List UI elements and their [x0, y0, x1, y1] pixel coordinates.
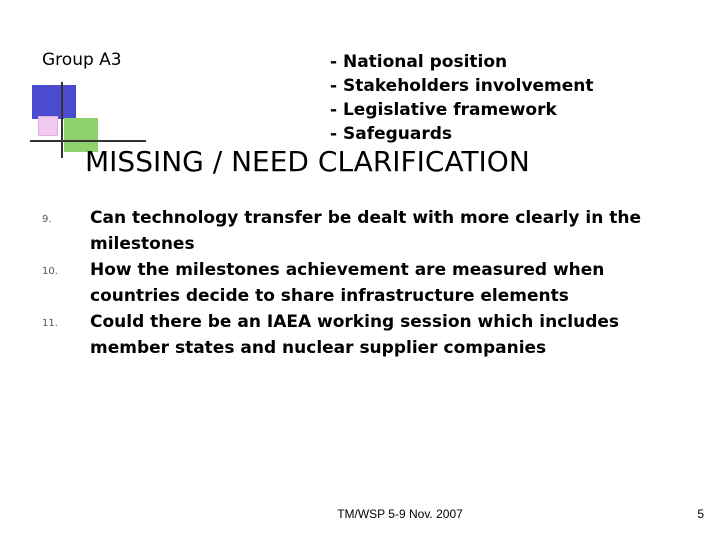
- blue-square-decoration: [32, 85, 76, 119]
- topic-item: - Safeguards: [330, 124, 453, 144]
- item-number: 10.: [42, 266, 58, 277]
- item-text: How the milestones achievement are measured when countries decide to share infrastructure elements: [90, 260, 605, 306]
- list-item: [42, 309, 682, 361]
- list-item: [42, 257, 682, 309]
- footer-text: TM/WSP 5-9 Nov. 2007: [337, 507, 463, 521]
- item-number: 11.: [42, 318, 58, 329]
- item-text: Could there be an IAEA working session which includes member states and nuclear supplier companies: [90, 312, 620, 358]
- item-text: Can technology transfer be dealt with more clearly in the milestones: [90, 208, 641, 254]
- topic-list: [330, 50, 594, 146]
- list-item: [42, 205, 682, 257]
- slide-heading: MISSING / NEED CLARIFICATION: [85, 145, 530, 178]
- group-label: Group A3: [42, 50, 122, 70]
- topic-item: - National position: [330, 52, 508, 72]
- item-number: 9.: [42, 214, 52, 225]
- pink-square-decoration: [38, 116, 58, 136]
- horizontal-rule: [30, 140, 146, 142]
- vertical-rule: [61, 82, 63, 158]
- topic-item: - Stakeholders involvement: [330, 76, 594, 96]
- topic-item: - Legislative framework: [330, 100, 557, 120]
- clarification-list: [42, 205, 682, 361]
- page-number: 5: [697, 507, 704, 521]
